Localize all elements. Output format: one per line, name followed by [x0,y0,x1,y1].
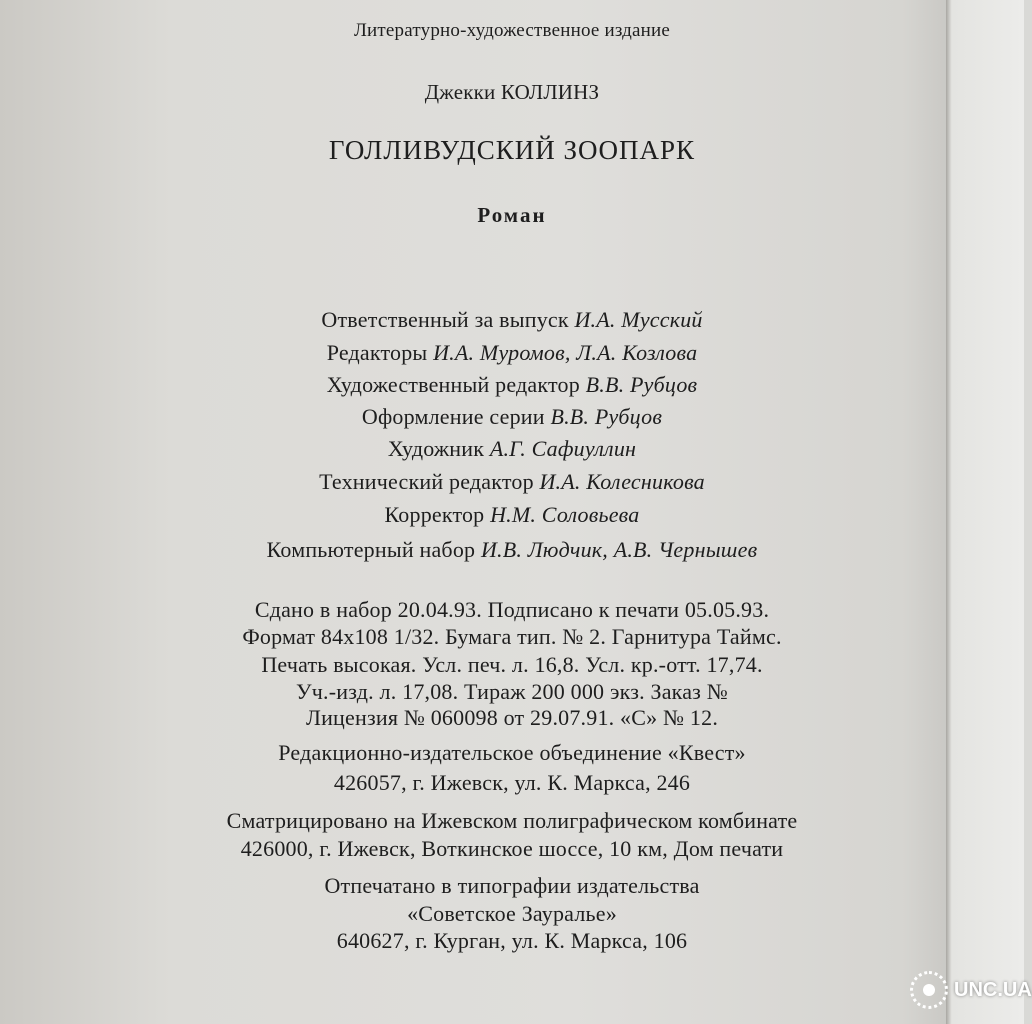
credit-names: А.Г. Сафиуллин [489,436,637,461]
credit-line [0,469,1024,495]
publisher-line: 426057, г. Ижевск, ул. К. Маркса, 246 [333,770,691,795]
credit-line [0,340,1024,366]
credit-names: В.В. Рубцов [585,372,698,397]
genre: Роман [477,203,547,227]
credit-line [0,404,1024,430]
print-detail-line: Уч.-изд. л. 17,08. Тираж 200 000 экз. Заказ № [296,679,728,704]
print-detail-line: Формат 84х108 1/32. Бумага тип. № 2. Гарнитура Таймс. [242,624,782,649]
credit-line [0,307,1024,333]
credit-line [0,372,1024,398]
credit-role: Художественный редактор [326,372,580,397]
credit-line [0,537,1024,563]
printer-line: 640627, г. Курган, ул. К. Маркса, 106 [336,928,688,953]
credit-role: Художник [387,436,485,461]
watermark-text: UNC.UA [954,978,1032,1001]
credit-names: И.А. Муромов, Л.А. Козлова [433,340,698,365]
edition-type: Литературно-художественное издание [353,20,671,41]
credit-role: Оформление серии [361,404,545,429]
credit-role: Ответственный за выпуск [321,307,569,332]
printer-line: Отпечатано в типографии издательства [324,873,700,898]
credit-names: Н.М. Соловьева [490,502,640,527]
watermark [910,968,1032,1012]
credit-names: В.В. Рубцов [550,404,663,429]
matrix-line: Сматрицировано на Ижевском полиграфическом комбинате [226,808,798,833]
book-title: ГОЛЛИВУДСКИЙ ЗООПАРК [328,135,696,165]
credit-role: Корректор [384,502,485,527]
credit-role: Редакторы [326,340,428,365]
credit-line [0,436,1024,462]
credit-names: И.А. Колесникова [539,469,705,494]
print-detail-line: Печать высокая. Усл. печ. л. 16,8. Усл. кр.-отт. 17,74. [261,652,763,677]
watermark-logo-icon [910,971,948,1009]
credit-names: И.В. Людчик, А.В. Чернышев [480,537,758,562]
credit-role: Компьютерный набор [266,537,476,562]
credit-line [0,502,1024,528]
matrix-line: 426000, г. Ижевск, Воткинское шоссе, 10 км, Дом печати [240,836,784,861]
publisher-line: Редакционно-издательское объединение «Квест» [278,740,746,765]
author: Джекки КОЛЛИНЗ [424,80,600,104]
print-detail-line: Сдано в набор 20.04.93. Подписано к печати 05.05.93. [254,597,770,622]
printer-line: «Советское Зауралье» [407,901,617,926]
print-detail-line: Лицензия № 060098 от 29.07.91. «С» № 12. [305,705,719,730]
credit-names: И.А. Мусский [574,307,703,332]
credit-role: Технический редактор [319,469,534,494]
